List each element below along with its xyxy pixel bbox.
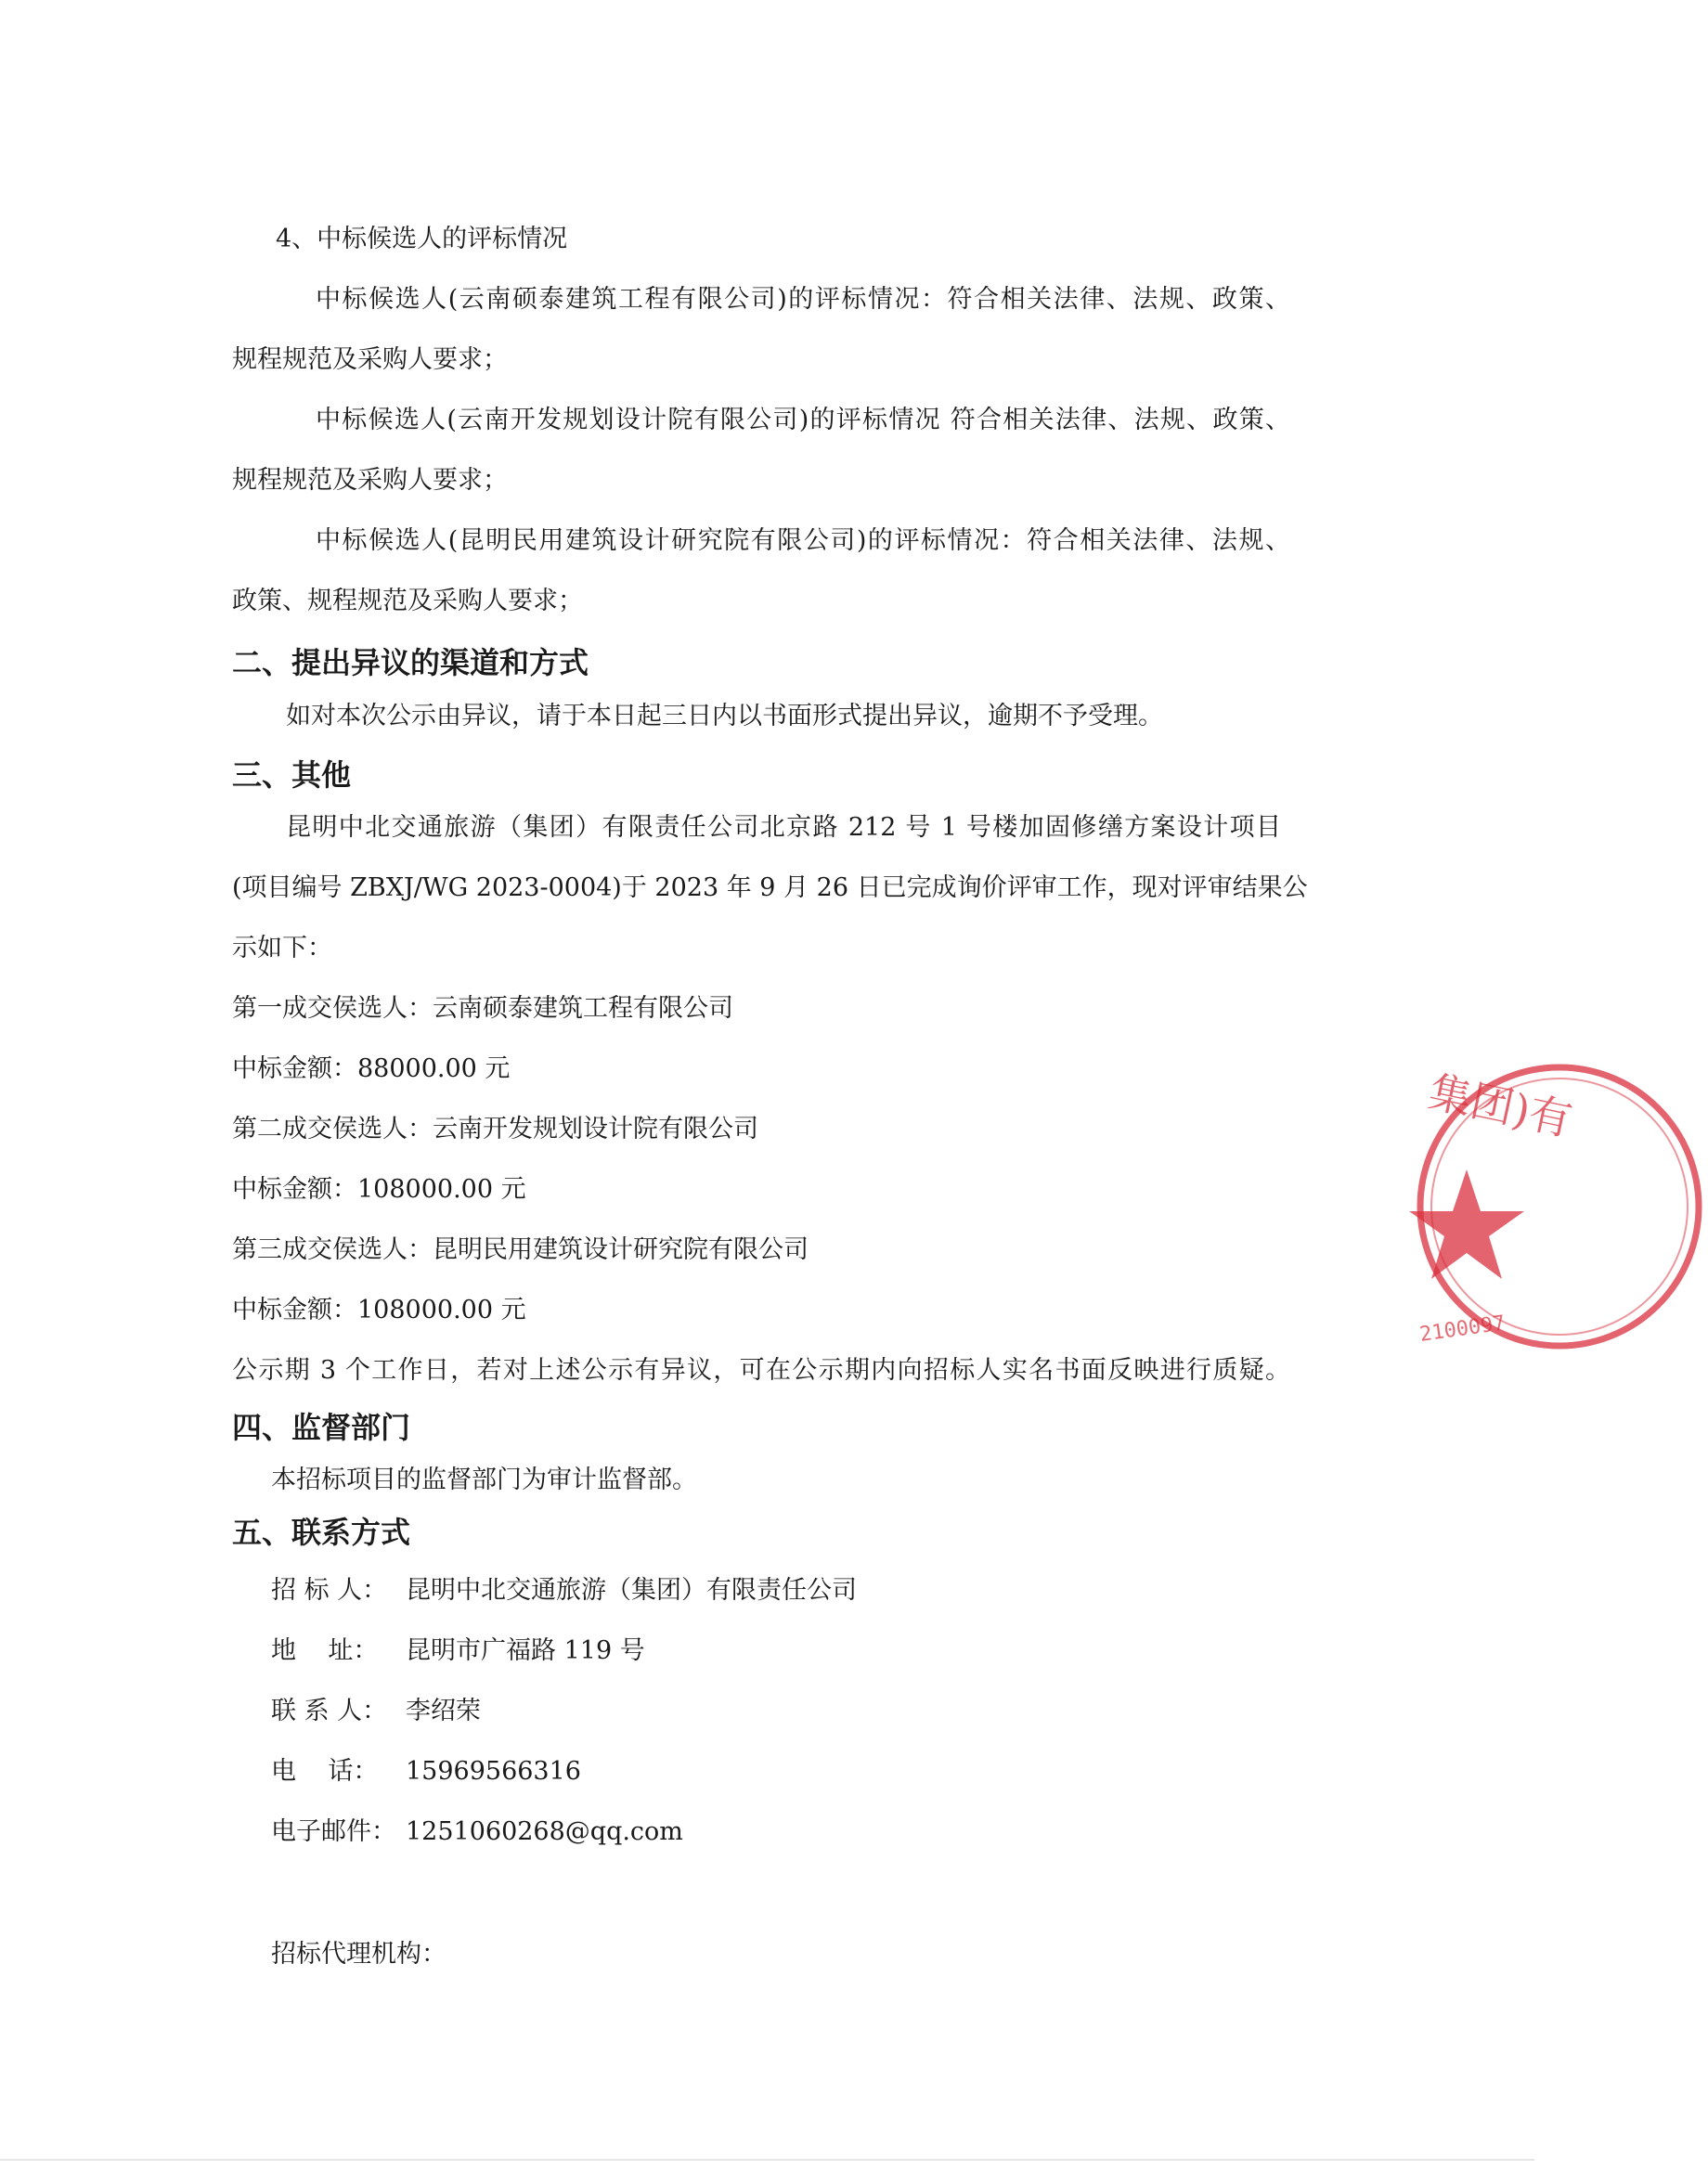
contact-tenderer-row	[271, 1574, 857, 1608]
phone-label: 电 话：	[271, 1757, 379, 1786]
contact-phone-row	[271, 1755, 581, 1789]
other-paragraph-line-2: (项目编号 ZBXJ/WG 2023-0004)于 2023 年 9 月 26 日已完成询价评审工作，现对评审结果公	[232, 873, 1308, 902]
objection-heading: 二、提出异议的渠道和方式	[232, 645, 589, 680]
seal-star-icon	[1409, 1169, 1524, 1279]
contact-email-row	[271, 1815, 683, 1849]
person-value: 李绍荣	[406, 1697, 481, 1725]
scan-bottom-edge	[0, 2159, 1534, 2161]
candidate-3-evaluation-line-1: 中标候选人(昆明民用建筑设计研究院有限公司)的评标情况：符合相关法律、法规、	[316, 526, 1290, 555]
tenderer-label: 招 标 人：	[271, 1576, 388, 1605]
agency-label: 招标代理机构：	[271, 1940, 446, 1969]
objection-text: 如对本次公示由异议，请于本日起三日内以书面形式提出异议，逾期不予受理。	[286, 702, 1163, 730]
email-value: 1251060268@qq.com	[406, 1817, 683, 1846]
first-candidate: 第一成交侯选人：云南硕泰建筑工程有限公司	[232, 994, 733, 1023]
publicity-notice: 公示期 3 个工作日，若对上述公示有异议，可在公示期内向招标人实名书面反映进行质疑。	[232, 1356, 1290, 1385]
seal-graphic	[1411, 1040, 1708, 1374]
first-candidate-amount: 中标金额：88000.00 元	[232, 1054, 511, 1083]
contact-person-row	[271, 1695, 481, 1728]
other-heading: 三、其他	[232, 757, 352, 793]
third-candidate: 第三成交侯选人：昆明民用建筑设计研究院有限公司	[232, 1235, 809, 1264]
seal-arc-text: 集团)有	[1424, 1066, 1577, 1146]
candidate-3-evaluation-line-2: 政策、规程规范及采购人要求；	[232, 587, 583, 615]
address-value: 昆明市广福路 119 号	[406, 1636, 645, 1665]
tenderer-value: 昆明中北交通旅游（集团）有限责任公司	[406, 1576, 857, 1605]
candidate-2-evaluation-line-1: 中标候选人(云南开发规划设计院有限公司)的评标情况 符合相关法律、法规、政策、	[316, 406, 1290, 434]
company-seal	[1411, 1040, 1577, 1374]
address-label: 地 址：	[271, 1636, 379, 1665]
email-label: 电子邮件：	[271, 1817, 396, 1846]
second-candidate-amount: 中标金额：108000.00 元	[232, 1175, 526, 1204]
supervision-text: 本招标项目的监督部门为审计监督部。	[271, 1466, 697, 1494]
phone-value: 15969566316	[406, 1757, 581, 1786]
candidate-1-evaluation-line-1: 中标候选人(云南硕泰建筑工程有限公司)的评标情况：符合相关法律、法规、政策、	[316, 285, 1290, 314]
candidate-2-evaluation-line-2: 规程规范及采购人要求；	[232, 466, 508, 495]
third-candidate-amount: 中标金额：108000.00 元	[232, 1296, 526, 1324]
person-label: 联 系 人：	[271, 1697, 388, 1725]
candidate-1-evaluation-line-2: 规程规范及采购人要求；	[232, 345, 508, 374]
second-candidate: 第二成交侯选人：云南开发规划设计院有限公司	[232, 1115, 758, 1143]
other-paragraph-line-1: 昆明中北交通旅游（集团）有限责任公司北京路 212 号 1 号楼加固修缮方案设计项目	[286, 813, 1281, 842]
contact-address-row	[271, 1634, 645, 1668]
contact-heading: 五、联系方式	[232, 1515, 411, 1550]
supervision-heading: 四、监督部门	[232, 1410, 411, 1445]
other-paragraph-line-3: 示如下：	[232, 934, 332, 962]
section-4-heading: 4、中标候选人的评标情况	[276, 225, 568, 253]
seal-number: 2100097	[1417, 1311, 1507, 1347]
